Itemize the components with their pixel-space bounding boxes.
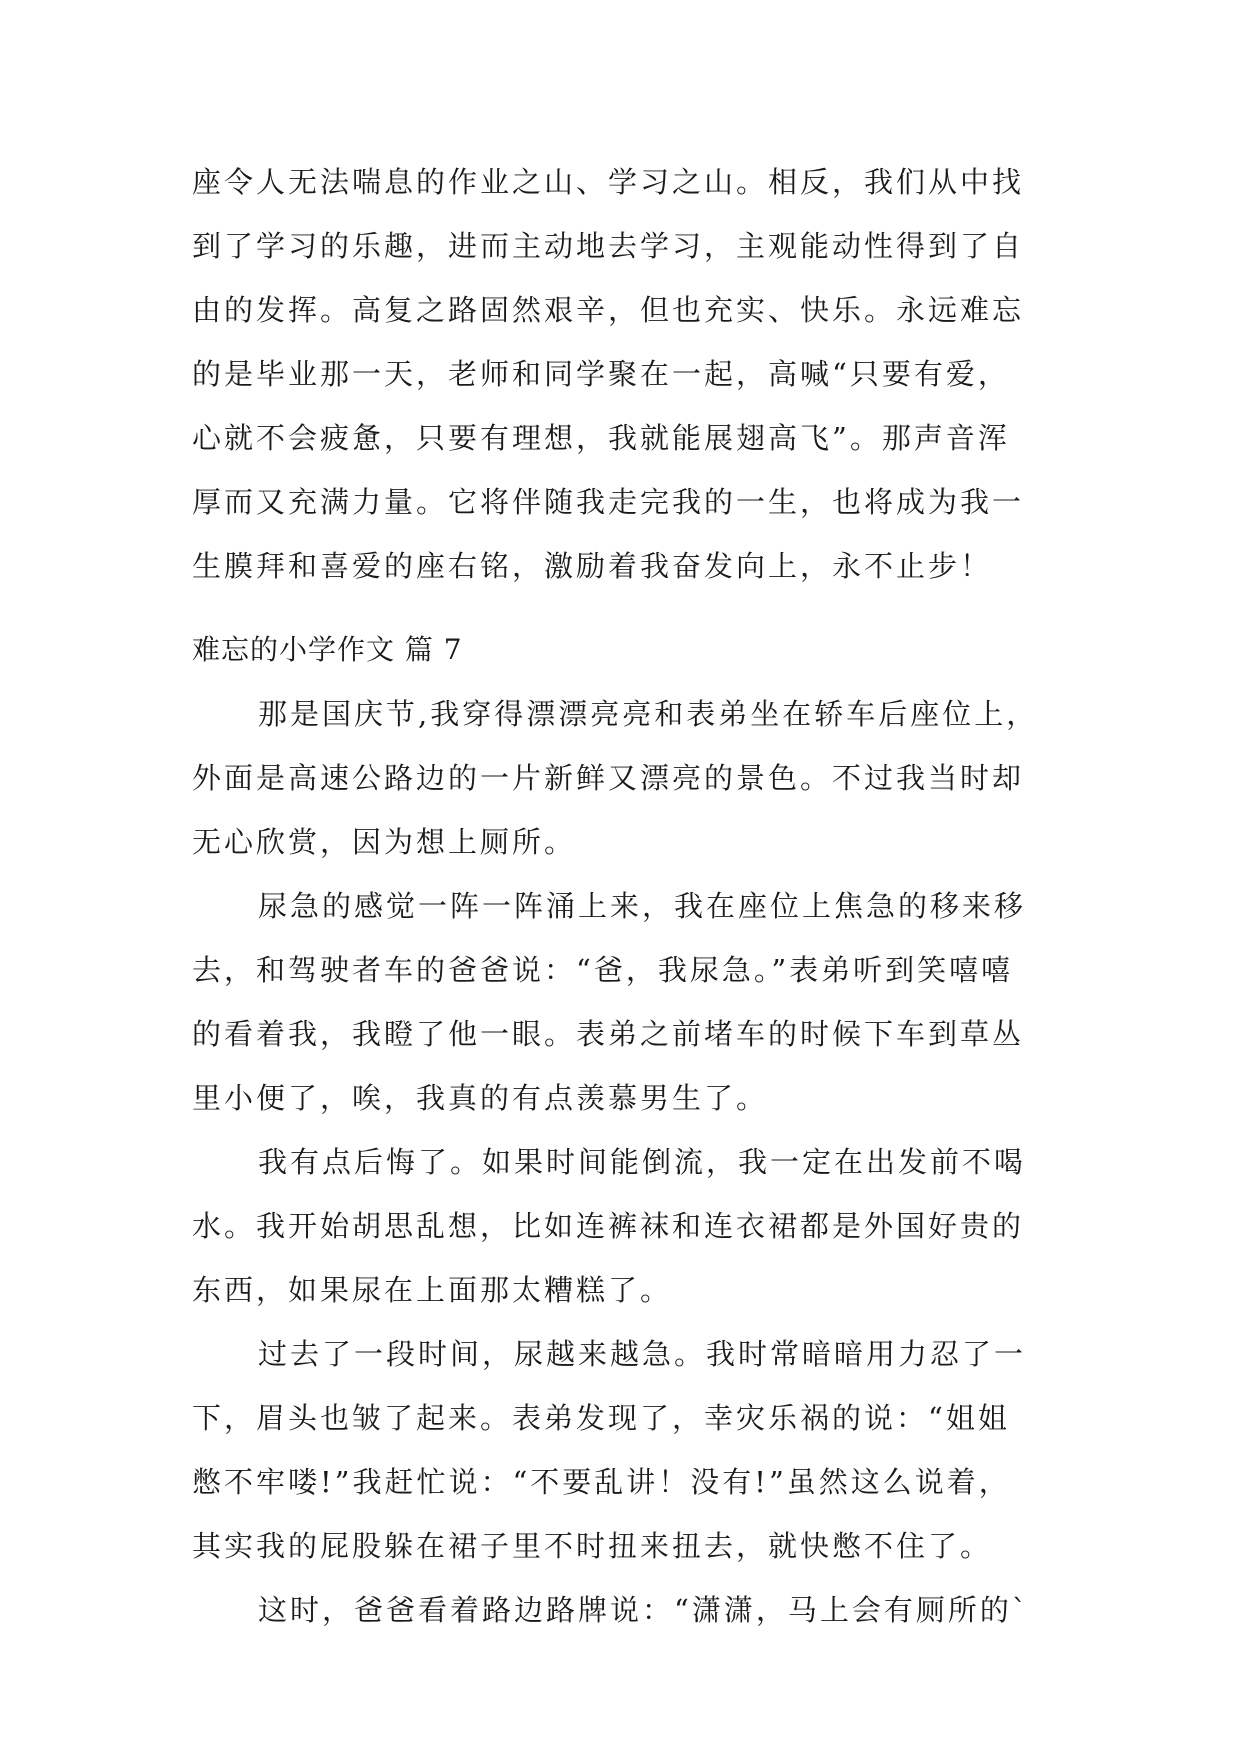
text-line: 生膜拜和喜爱的座右铭，激励着我奋发向上，永不止步！	[192, 549, 993, 583]
text-line: 下，眉头也皱了起来。表弟发现了，幸灾乐祸的说：“姐姐	[192, 1401, 1010, 1435]
text-line: 其实我的屁股躲在裙子里不时扭来扭去，就快憋不住了。	[192, 1529, 993, 1563]
text-line: 心就不会疲惫，只要有理想，我就能展翅高飞”。那声音浑	[192, 421, 1010, 455]
text-line: 到了学习的乐趣，进而主动地去学习，主观能动性得到了自	[192, 229, 1025, 263]
continuation-paragraph	[192, 150, 1052, 598]
text-line: 无心欣赏，因为想上厕所。	[192, 825, 577, 859]
text-line: 座令人无法喘息的作业之山、学习之山。相反，我们从中找	[192, 165, 1025, 199]
text-line: 这时，爸爸看着路边路牌说：“潇潇，马上会有厕所的`	[258, 1593, 1030, 1627]
text-line: 去，和驾驶者车的爸爸说：“爸，我尿急。”表弟听到笑嘻嘻	[192, 953, 1014, 987]
text-line: 的看着我，我瞪了他一眼。表弟之前堵车的时候下车到草丛	[192, 1017, 1025, 1051]
essay-section	[192, 618, 1052, 1642]
essay-paragraph	[192, 682, 1052, 874]
essay-paragraph	[192, 1130, 1052, 1322]
text-line: 过去了一段时间，尿越来越急。我时常暗暗用力忍了一	[258, 1337, 1027, 1371]
text-line: 东西，如果尿在上面那太糟糕了。	[192, 1273, 673, 1307]
text-line: 憋不牢喽!”我赶忙说：“不要乱讲！没有!”虽然这么说着，	[192, 1465, 1011, 1499]
essay-paragraph	[192, 1578, 1052, 1642]
text-line: 尿急的感觉一阵一阵涌上来，我在座位上焦急的移来移	[258, 889, 1027, 923]
text-line: 那是国庆节,我穿得漂漂亮亮和表弟坐在轿车后座位上，	[258, 697, 1039, 731]
essay-heading: 难忘的小学作文 篇 7	[192, 633, 463, 666]
essay-paragraph	[192, 874, 1052, 1130]
text-line: 由的发挥。高复之路固然艰辛，但也充实、快乐。永远难忘	[192, 293, 1025, 327]
text-line: 我有点后悔了。如果时间能倒流，我一定在出发前不喝	[258, 1145, 1027, 1179]
text-line: 的是毕业那一天，老师和同学聚在一起，高喊“只要有爱，	[192, 357, 1010, 391]
text-line: 厚而又充满力量。它将伴随我走完我的一生，也将成为我一	[192, 485, 1025, 519]
text-line: 里小便了，唉，我真的有点羡慕男生了。	[192, 1081, 769, 1115]
text-line: 外面是高速公路边的一片新鲜又漂亮的景色。不过我当时却	[192, 761, 1025, 795]
text-line: 水。我开始胡思乱想，比如连裤袜和连衣裙都是外国好贵的	[192, 1209, 1025, 1243]
essay-paragraph	[192, 1322, 1052, 1578]
